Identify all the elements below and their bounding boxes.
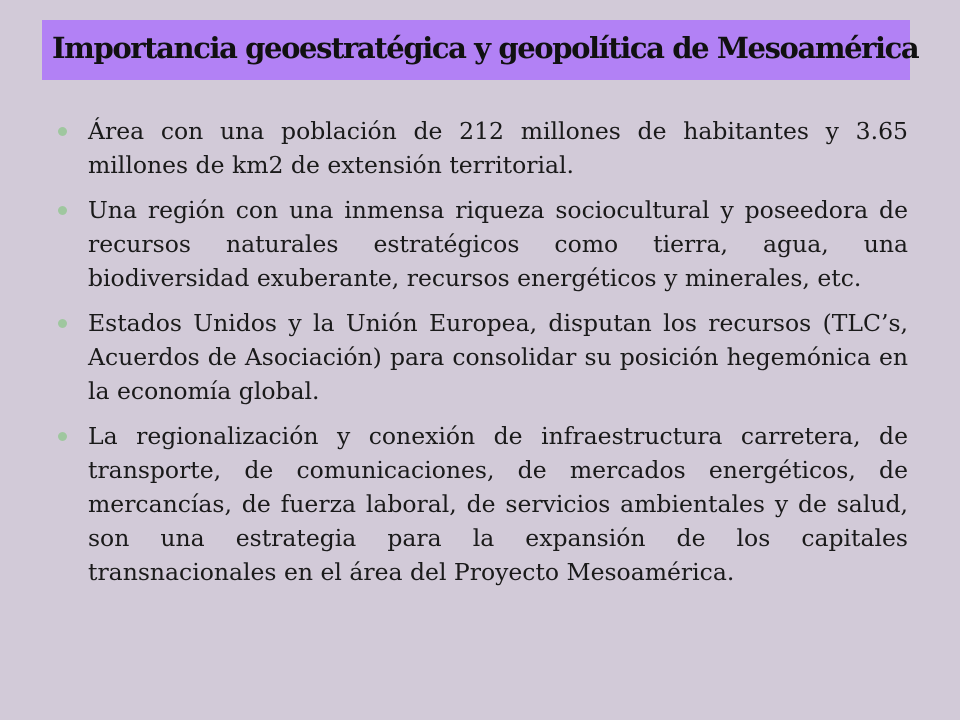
bullet-list (56, 114, 908, 600)
bullet-text: Área con una población de 212 millones de habitantes y 3.65 millones de km2 de extensión territorial. (88, 117, 908, 179)
bullet-item (56, 193, 908, 295)
bullet-item (56, 306, 908, 408)
bullet-text: La regionalización y conexión de infraestructura carretera, de transporte, de comunicaciones, de mercados energéticos, de mercancías, de fuerza laboral, de servicios ambientales y de salud, son una estrategia para la expansión de los capitales transnacionales en el área del Proyecto Mesoamérica. (88, 422, 908, 586)
bullet-item (56, 114, 908, 182)
bullet-dot-icon (58, 127, 67, 136)
bullet-text: Una región con una inmensa riqueza sociocultural y poseedora de recursos naturales estratégicos como tierra, agua, una biodiversidad exuberante, recursos energéticos y minerales, etc. (88, 196, 908, 292)
bullet-dot-icon (58, 432, 67, 441)
bullet-dot-icon (58, 319, 67, 328)
bullet-dot-icon (58, 206, 67, 215)
slide-title: Importancia geoestratégica y geopolítica de Mesoamérica (52, 31, 919, 65)
bullet-text: Estados Unidos y la Unión Europea, disputan los recursos (TLC’s, Acuerdos de Asociación) para consolidar su posición hegemónica en la economía global. (88, 309, 908, 405)
title-bar (42, 20, 919, 80)
bullet-item (56, 419, 908, 589)
